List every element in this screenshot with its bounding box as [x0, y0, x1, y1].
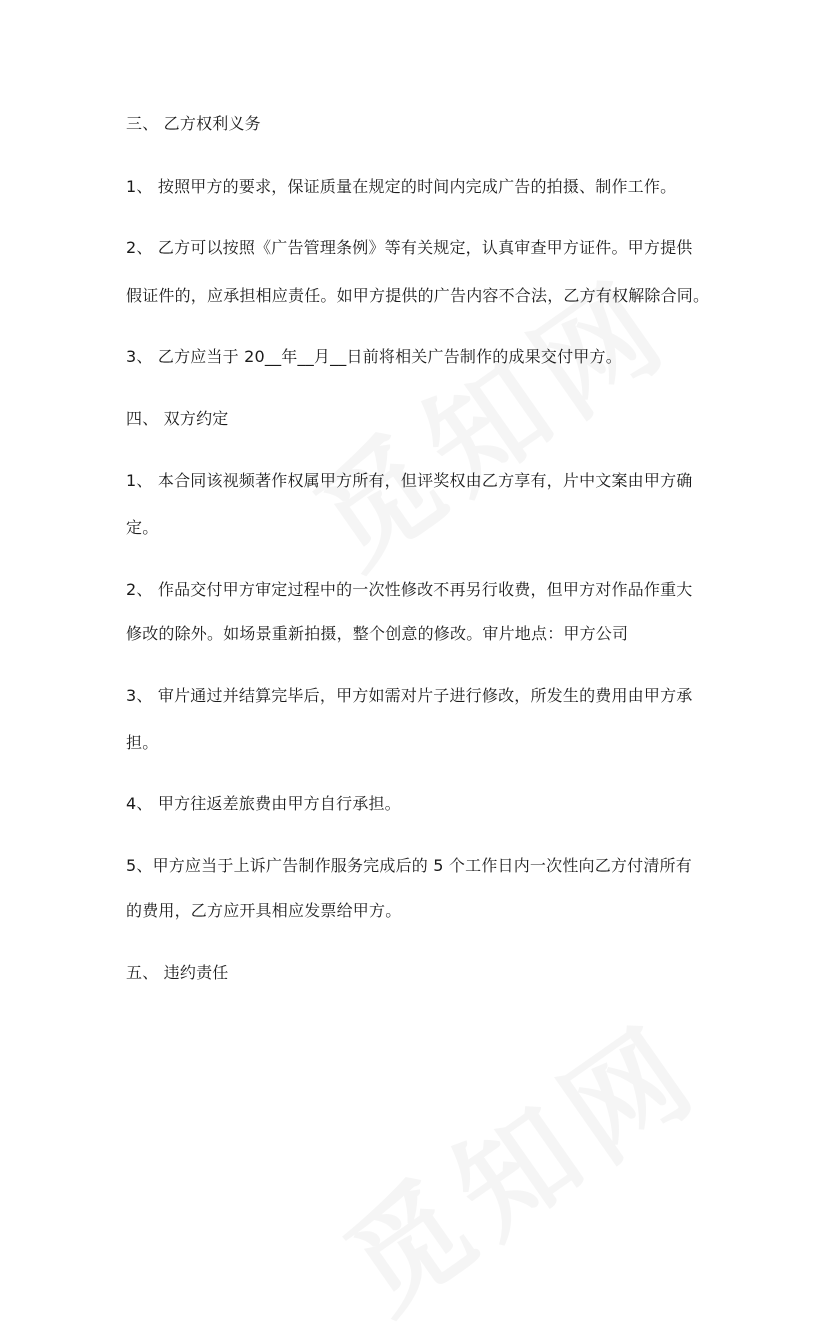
section-heading-3: 三、 乙方权利义务: [126, 114, 261, 133]
clause-4-2-line1: 2、 作品交付甲方审定过程中的一次性修改不再另行收费，但甲方对作品作重大: [126, 580, 693, 599]
clause-3-1: 1、 按照甲方的要求，保证质量在规定的时间内完成广告的拍摄、制作工作。: [126, 177, 677, 196]
clause-4-3-line1: 3、 审片通过并结算完毕后，甲方如需对片子进行修改，所发生的费用由甲方承: [126, 686, 693, 705]
clause-4-1-line1: 1、 本合同该视频著作权属甲方所有，但评奖权由乙方享有，片中文案由甲方确: [126, 471, 693, 490]
clause-4-4: 4、 甲方往返差旅费由甲方自行承担。: [126, 794, 401, 813]
clause-4-1-line2: 定。: [126, 518, 159, 537]
clause-3-3: 3、 乙方应当于 20__年__月__日前将相关广告制作的成果交付甲方。: [126, 347, 622, 366]
watermark-mark-bottom: [307, 977, 729, 1343]
clause-3-2-line1: 2、 乙方可以按照《广告管理条例》等有关规定，认真审查甲方证件。甲方提供: [126, 238, 693, 257]
clause-3-2-line2: 假证件的，应承担相应责任。如甲方提供的广告内容不合法，乙方有权解除合同。: [126, 286, 710, 305]
clause-4-2-line2: 修改的除外。如场景重新拍摄，整个创意的修改。审片地点：甲方公司: [126, 624, 629, 643]
section-heading-5: 五、 违约责任: [126, 963, 229, 982]
clause-4-5-line2: 的费用，乙方应开具相应发票给甲方。: [126, 901, 402, 920]
section-heading-4: 四、 双方约定: [126, 409, 229, 428]
clause-4-5-line1: 5、甲方应当于上诉广告制作服务完成后的 5 个工作日内一次性向乙方付清所有: [126, 856, 692, 875]
clause-4-3-line2: 担。: [126, 733, 159, 752]
